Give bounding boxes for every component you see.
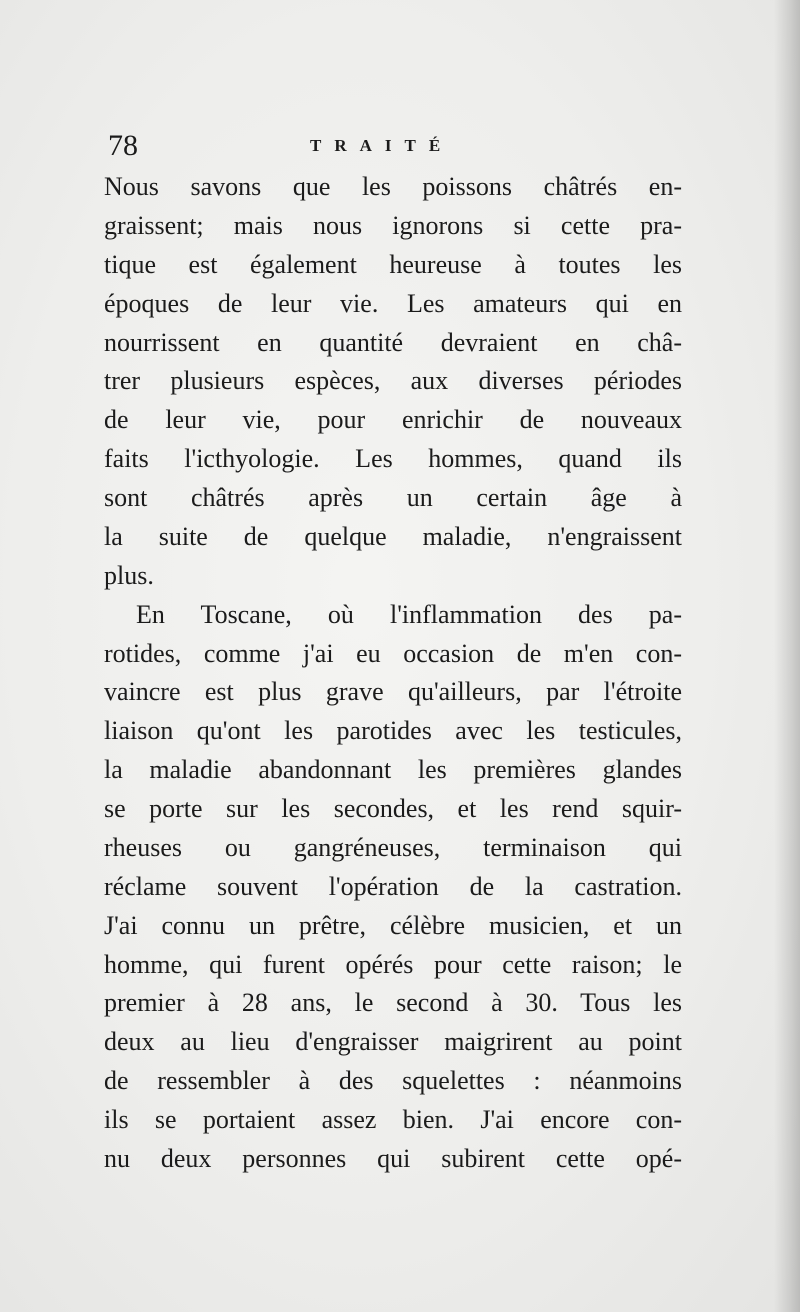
text-line: premier à 28 ans, le second à 30. Tous les <box>104 988 682 1018</box>
text-line: trer plusieurs espèces, aux diverses périodes <box>104 366 682 396</box>
text-line: liaison qu'ont les parotides avec les testicules, <box>104 716 682 746</box>
text-line: vaincre est plus grave qu'ailleurs, par l'étroite <box>104 677 682 707</box>
running-title: TRAITÉ <box>310 136 454 155</box>
text-line: Nous savons que les poissons châtrés en- <box>104 172 682 201</box>
text-line: la maladie abandonnant les premières glandes <box>104 755 682 785</box>
running-head <box>108 126 708 166</box>
paragraph-start-line: En Toscane, où l'inflammation des pa- <box>136 599 682 629</box>
text-line: réclame souvent l'opération de la castration. <box>104 871 682 901</box>
text-line: de leur vie, pour enrichir de nouveaux <box>104 405 682 435</box>
text-line: époques de leur vie. Les amateurs qui en <box>104 288 682 318</box>
text-line: homme, qui furent opérés pour cette raison; le <box>104 949 682 979</box>
paragraph-end-line: plus. <box>104 560 154 590</box>
text-line: de ressembler à des squelettes : néanmoins <box>104 1066 682 1096</box>
text-line: nu deux personnes qui subirent cette opé- <box>104 1143 682 1173</box>
body-text <box>104 168 682 1179</box>
text-line: la suite de quelque maladie, n'engraissent <box>104 521 682 551</box>
text-line: ils se portaient assez bien. J'ai encore con- <box>104 1105 682 1134</box>
text-line: faits l'icthyologie. Les hommes, quand ils <box>104 444 682 474</box>
text-line: deux au lieu d'engraisser maigrirent au point <box>104 1027 682 1057</box>
page-number: 78 <box>108 129 138 162</box>
text-line: graissent; mais nous ignorons si cette pra- <box>104 210 682 240</box>
text-line: nourrissent en quantité devraient en châ- <box>104 327 682 357</box>
text-line: rheuses ou gangréneuses, terminaison qui <box>104 832 682 862</box>
text-line: J'ai connu un prêtre, célèbre musicien, et un <box>104 910 682 940</box>
text-line: rotides, comme j'ai eu occasion de m'en con- <box>104 638 682 668</box>
text-line: se porte sur les secondes, et les rend squir- <box>104 794 682 823</box>
page-gutter-shadow <box>774 0 800 1312</box>
text-line: tique est également heureuse à toutes les <box>104 249 682 279</box>
text-line: sont châtrés après un certain âge à <box>104 483 682 512</box>
